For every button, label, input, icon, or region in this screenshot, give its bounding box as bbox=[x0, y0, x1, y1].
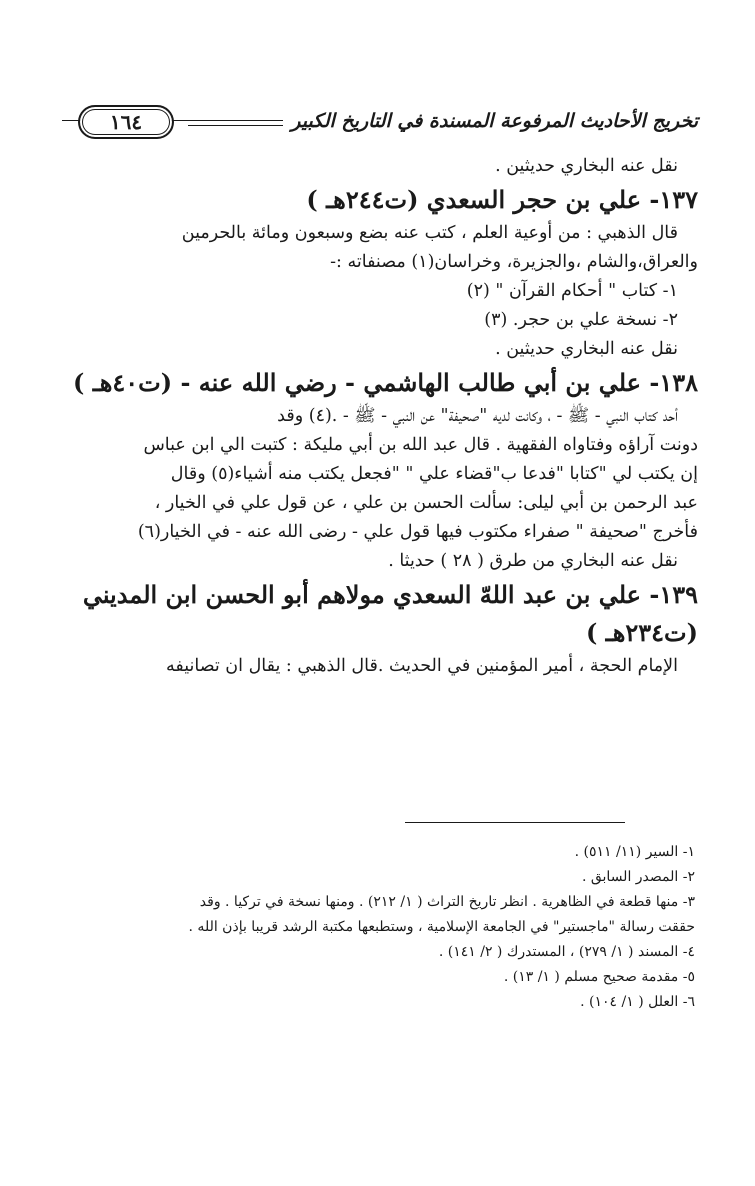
footnotes bbox=[68, 840, 695, 1015]
biography-heading: (ت٢٣٤هـ ) bbox=[585, 618, 698, 647]
text-line: أحد كتاب النبي - ﷺ - ، وكانت لديه "صحيفة" عن النبي - ﷺ - .(٤) وقد bbox=[277, 406, 678, 426]
footnote-line: ١- السير (١١/ ٥١١) . bbox=[574, 844, 695, 860]
text-line: ٢- نسخة علي بن حجر. (٣) bbox=[484, 310, 678, 330]
page-number: ١٦٤ bbox=[78, 105, 174, 139]
text-line: إن يكتب لي "كتابا "فدعا ب"قضاء علي " "فجعل يكتب منه أشياء(٥) وقال bbox=[170, 464, 698, 484]
running-title: تخريج الأحاديث المرفوعة المسندة في التاريخ الكبير bbox=[283, 103, 698, 139]
text-line: الإمام الحجة ، أمير المؤمنين في الحديث .قال الذهبي : يقال ان تصانيفه bbox=[165, 656, 678, 676]
page-number-badge bbox=[62, 103, 188, 141]
text-line: عبد الرحمن بن أبي ليلى: سألت الحسن بن علي ، عن قول علي في الخيار ، bbox=[154, 493, 698, 513]
text-line: نقل عنه البخاري حديثين . bbox=[495, 156, 678, 176]
footnote-separator bbox=[405, 822, 625, 823]
text-line: قال الذهبي : من أوعية العلم ، كتب عنه بضع وسبعون ومائة بالحرمين bbox=[181, 223, 678, 243]
footnote-line: حققت رسالة "ماجستير" في الجامعة الإسلامية ، وستطبعها مكتبة الرشد قريبا بإذن الله . bbox=[188, 919, 695, 935]
text-line: والعراق،والشام ،والجزيرة، وخراسان(١) مصنفاته :- bbox=[330, 252, 698, 272]
biography-heading: ١٣٩- علي بن عبد اللهّ السعدي مولاهم أبو الحسن ابن المديني bbox=[82, 580, 698, 609]
footnote-line: ٦- العلل ( ١/ ١٠٤) . bbox=[580, 994, 695, 1010]
footnote-line: ٥- مقدمة صحيح مسلم ( ١/ ١٣) . bbox=[503, 969, 695, 985]
text-line: نقل عنه البخاري من طرق ( ٢٨ ) حديثا . bbox=[388, 551, 678, 571]
footnote-line: ٤- المسند ( ١/ ٢٧٩) ، المستدرك ( ٢/ ١٤١) . bbox=[438, 944, 695, 960]
footnote-line: ٢- المصدر السابق . bbox=[581, 869, 695, 885]
text-line: نقل عنه البخاري حديثين . bbox=[495, 339, 678, 359]
footnote-line: ٣- منها قطعة في الظاهرية . انظر تاريخ التراث ( ١/ ٢١٢) . ومنها نسخة في تركيا . وقد bbox=[199, 894, 695, 910]
biography-heading: ١٣٧- علي بن حجر السعدي (ت٢٤٤هـ ) bbox=[306, 185, 698, 214]
text-line: دونت آراؤه وفتاواه الفقهية . قال عبد الله بن أبي مليكة : كتبت الي ابن عباس bbox=[143, 435, 698, 455]
running-header bbox=[62, 100, 698, 148]
text-line: ١- كتاب " أحكام القرآن " (٢) bbox=[466, 281, 678, 301]
text-line: فأخرج "صحيفة " صفراء مكتوب فيها قول علي - رضى الله عنه - في الخيار(٦) bbox=[137, 522, 698, 542]
main-text bbox=[68, 152, 698, 681]
biography-heading: ١٣٨- علي بن أبي طالب الهاشمي - رضي الله عنه - (ت٤٠هـ ) bbox=[72, 368, 698, 397]
